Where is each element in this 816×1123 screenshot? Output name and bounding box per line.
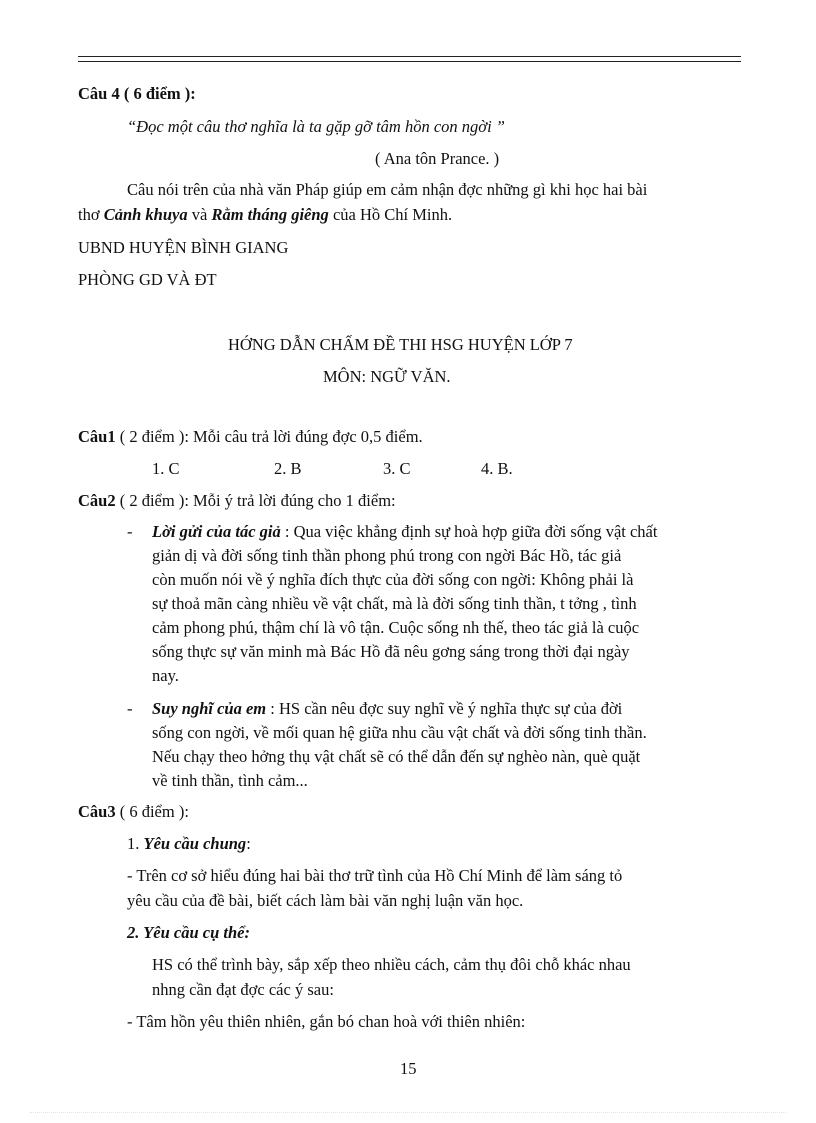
cau3-section2-line: nhng cần đạt đợc các ý sau: [152,980,334,999]
org-line2: PHÒNG GD VÀ ĐT [78,270,217,289]
poem-title-ram-thang-gieng: Rằm tháng giêng [211,205,329,224]
cau2-item2-line: Nếu chạy theo hởng thụ vật chất sẽ có thể dẫn đến sự nghèo nàn, què quặt [152,747,641,766]
poem-title-canh-khuya: Cảnh khuya [103,205,188,224]
cau1-label: Câu1 [78,427,116,446]
cau2-item2-line [152,701,622,718]
cau3-heading [78,804,189,821]
cau1-answer: 4. B. [481,459,513,478]
q4-text: của Hồ Chí Minh. [328,205,453,224]
cau3-section1-number: 1. [127,834,144,853]
cau2-item1-term: Lời gửi của tác giả [152,522,281,541]
bullet-dash: - [127,699,133,718]
bullet-dash: - [127,522,133,541]
cau2-item2-line: về tinh thần, tình cảm... [152,771,308,790]
org-line1: UBND HUYỆN BÌNH GIANG [78,238,289,257]
cau3-text: ( 6 điểm ): [115,802,189,821]
page-number: 15 [400,1059,417,1078]
q4-author: ( Ana tôn Prance. ) [375,149,500,168]
cau2-label: Câu2 [78,491,116,510]
cau2-item1-line: còn muốn nói về ý nghĩa đích thực của đời sống con ngời: Không phải là [152,570,634,589]
cau2-item1-line [152,524,657,541]
guide-subject: MÔN: NGỮ VĂN. [323,367,451,386]
q4-text: và [187,205,212,224]
cau2-item2-text: : HS cần nêu đợc suy nghĩ về ý nghĩa thực sự của đời [266,699,623,718]
q4-title: Câu 4 ( 6 điểm ): [78,84,196,103]
cau3-section1-heading [127,836,251,853]
footer-dotted-line [30,1112,786,1113]
cau3-section1-line: yêu cầu của đề bài, biết cách làm bài văn nghị luận văn học. [127,891,524,910]
cau3-section1-title: Yêu cầu chung [143,834,247,853]
header-rule-top [78,56,741,57]
cau3-label: Câu3 [78,802,116,821]
header-rule-bottom [78,61,741,62]
q4-text: thơ [78,205,104,224]
q4-prompt-line2 [78,207,452,224]
cau3-point: - Tâm hồn yêu thiên nhiên, gắn bó chan hoà với thiên nhiên: [127,1012,526,1031]
q4-quote: “Đọc một câu thơ nghĩa là ta gặp gỡ tâm hồn con ngời ” [127,117,505,136]
cau2-item1-text: : Qua việc khẳng định sự hoà hợp giữa đời sống vật chất [280,522,658,541]
cau1-heading [78,429,423,446]
cau2-item1-line: sự thoả mãn càng nhiều về vật chất, mà là đời sống tinh thần, t tởng , tình [152,594,637,613]
cau3-section2-line: HS có thể trình bày, sắp xếp theo nhiều cách, cảm thụ đôi chỗ khác nhau [152,955,631,974]
cau1-answer: 3. C [383,459,411,478]
cau2-item2-term: Suy nghĩ của em [152,699,267,718]
cau1-text: ( 2 điểm ): Mỗi câu trả lời đúng đợc 0,5 điểm. [115,427,423,446]
cau2-item1-line: sống thực sự văn minh mà Bác Hồ đã nêu gơng sáng trong thời đại ngày [152,642,630,661]
cau2-item2-line: sống con ngời, về mối quan hệ giữa nhu cầu vật chất và đời sống tinh thần. [152,723,647,742]
cau3-section1-colon: : [246,834,251,853]
q4-prompt-line1: Câu nói trên của nhà văn Pháp giúp em cảm nhận đợc những gì khi học hai bài [127,180,648,199]
cau1-answer: 2. B [274,459,302,478]
cau2-item1-line: nay. [152,666,179,685]
cau1-answer: 1. C [152,459,180,478]
cau2-heading [78,493,396,510]
cau3-section2-title: 2. Yêu cầu cụ thể: [127,923,250,942]
cau3-section1-line: - Trên cơ sở hiểu đúng hai bài thơ trữ tình của Hồ Chí Minh để làm sáng tỏ [127,866,623,885]
guide-title: HỚNG DẪN CHẤM ĐỀ THI HSG HUYỆN LỚP 7 [228,335,573,354]
cau2-text: ( 2 điểm ): Mỗi ý trả lời đúng cho 1 điểm: [115,491,396,510]
cau2-item1-line: giản dị và đời sống tinh thần phong phú trong con ngời Bác Hồ, tác giả [152,546,622,565]
cau2-item1-line: cảm phong phú, thậm chí là vô tận. Cuộc sống nh thế, theo tác giả là cuộc [152,618,640,637]
